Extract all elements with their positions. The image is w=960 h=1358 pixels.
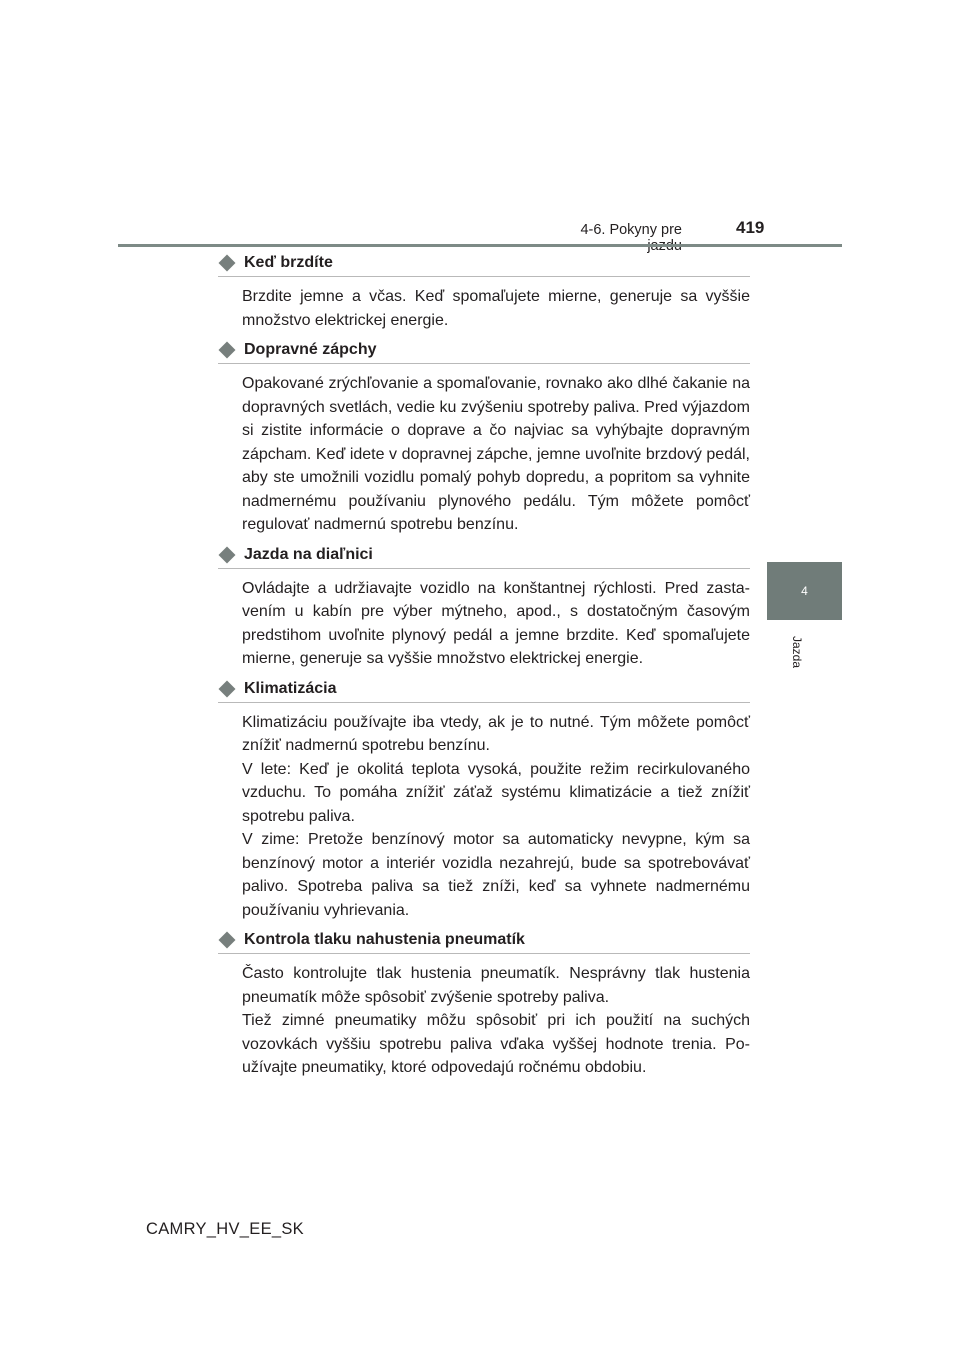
- section-title: Jazda na diaľnici: [244, 545, 373, 563]
- section-air-conditioning: [218, 680, 750, 923]
- paragraph: Opakované zrýchľovanie a spomaľovanie, rovnako ako dlhé čakanie na dopravných svetlách, vedie ku zvýšeniu spotreby paliva. Pred výjazdom si zistite informácie o doprave a čo najviac sa vyhýbajte dopravným zápcham. Keď idete v dopravnej zápche, jemne uvoľnite brzdový pedál, aby ste umožnili vozidlu pomalý pohyb dopredu, a popritom sa vyhnite nadmernému používaniu plynového pedálu. Tým môžete pomôcť regulovať nadmernú spotrebu benzínu.: [242, 375, 750, 533]
- section-body: [218, 962, 750, 1080]
- section-heading: [218, 931, 750, 954]
- chapter-tab-label: Jazda: [790, 636, 804, 669]
- section-traffic-jams: [218, 341, 750, 537]
- section-heading: [218, 546, 750, 569]
- chapter-header: 4-6. Pokyny pre: [580, 222, 682, 238]
- section-heading: [218, 254, 750, 277]
- section-body: [218, 577, 750, 671]
- section-title: Kontrola tlaku nahustenia pneumatík: [244, 931, 525, 948]
- paragraph: Brzdite jemne a včas. Keď spomaľujete mierne, generuje sa vyššie množstvo elektrickej energie.: [242, 288, 750, 329]
- page-content: [218, 254, 750, 1089]
- paragraph: V zime: Pretože benzínový motor sa automaticky nevypne, kým sa benzínový motor a interiér vozidla nezahrejú, bude sa spotrebovávať palivo. Spotreba paliva sa tiež zníži, keď sa vyhnete nadmernému používaniu vyhrievania.: [242, 831, 750, 919]
- diamond-bullet-icon: [219, 932, 236, 949]
- diamond-bullet-icon: [219, 255, 236, 272]
- page-number: 419: [736, 218, 765, 237]
- chapter-tab[interactable]: [767, 562, 842, 620]
- section-title: Klimatizácia: [244, 679, 337, 697]
- diamond-bullet-icon: [219, 546, 236, 563]
- chapter-tab-number: 4: [801, 584, 808, 598]
- section-title: Keď brzdíte: [244, 254, 333, 271]
- section-tire-pressure: [218, 931, 750, 1080]
- header-divider: [118, 244, 842, 247]
- section-body: [218, 711, 750, 923]
- section-braking: [218, 254, 750, 332]
- section-body: [218, 372, 750, 537]
- section-heading: [218, 341, 750, 364]
- paragraph: Často kontrolujte tlak hustenia pneumatík. Nesprávny tlak hustenia pneumatík môže spôsobiť zvýšenie spotreby paliva.: [242, 965, 750, 1006]
- diamond-bullet-icon: [219, 680, 236, 697]
- section-body: [218, 285, 750, 332]
- document-code: CAMRY_HV_EE_SK: [146, 1220, 304, 1238]
- section-title: Dopravné zápchy: [244, 341, 377, 358]
- diamond-bullet-icon: [219, 342, 236, 359]
- paragraph: Tiež zimné pneumatiky môžu spôsobiť pri ich použití na suchých vozovkách vyššiu spotrebu paliva vďaka vyššej hodnote trenia. Používajte pneumatiky, ktoré odpovedajú ročnému obdobiu.: [242, 1012, 750, 1076]
- section-highway-driving: [218, 546, 750, 671]
- section-heading: [218, 680, 750, 703]
- paragraph: V lete: Keď je okolitá teplota vysoká, použite režim recirkulovaného vzduchu. To pomáha znížiť záťaž systému klimatizácie a tiež znížiť spotrebu paliva.: [242, 760, 750, 825]
- paragraph: Ovládajte a udržiavajte vozidlo na konštantnej rýchlosti. Pred zastavením u kabín pre výber mýtneho, apod., s dostatočným časovým predstihom uvoľnite plynový pedál a jemne brzdite. Keď spomaľujete mierne, generuje sa vyššie množstvo elektrickej energie.: [242, 579, 750, 667]
- paragraph: Klimatizáciu používajte iba vtedy, ak je to nutné. Tým môžete pomôcť znížiť nadmernú spotrebu benzínu.: [242, 713, 750, 754]
